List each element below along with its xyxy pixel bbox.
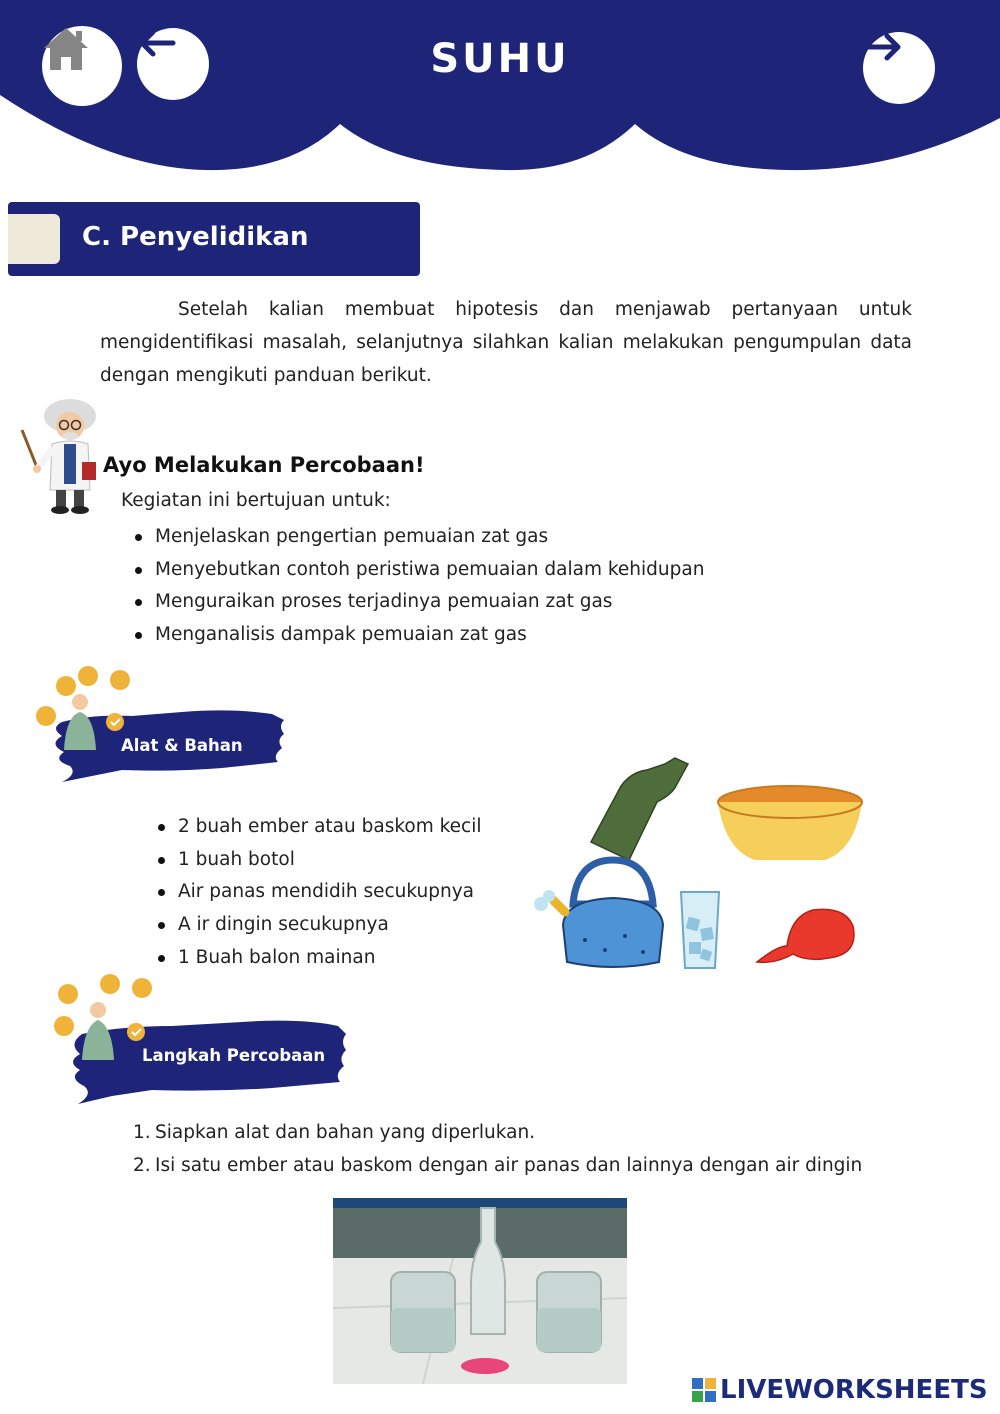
step-number: 2. bbox=[133, 1154, 151, 1176]
next-button[interactable] bbox=[863, 32, 935, 104]
list-item: Menguraikan proses terjadinya pemuaian zat gas bbox=[132, 586, 704, 619]
materials-list bbox=[155, 811, 482, 975]
balloon-icon bbox=[757, 909, 854, 962]
section-header bbox=[8, 202, 420, 276]
step-number: 1. bbox=[133, 1122, 151, 1143]
header bbox=[0, 0, 1000, 180]
steps-badge-label: Langkah Percobaan bbox=[142, 1046, 326, 1065]
home-button[interactable] bbox=[42, 26, 122, 106]
professor-illustration bbox=[18, 398, 100, 516]
steps-badge bbox=[42, 970, 352, 1110]
arrow-right-icon bbox=[863, 32, 903, 62]
section-tab-accent bbox=[8, 214, 60, 264]
materials-illustration bbox=[525, 750, 870, 975]
brush-stroke-bg bbox=[22, 664, 292, 788]
step-text: Siapkan alat dan bahan yang diperlukan. bbox=[155, 1122, 536, 1143]
liveworksheets-logo-icon bbox=[692, 1378, 716, 1402]
liveworksheets-brand bbox=[692, 1375, 988, 1405]
activity-intro: Kegiatan ini bertujuan untuk: bbox=[121, 490, 391, 511]
list-item: Menganalisis dampak pemuaian zat gas bbox=[132, 619, 704, 652]
list-item: Menjelaskan pengertian pemuaian zat gas bbox=[132, 521, 704, 554]
steps-list bbox=[133, 1117, 862, 1182]
list-item: Air panas mendidih secukupnya bbox=[155, 876, 482, 909]
activity-heading: Ayo Melakukan Percobaan! bbox=[103, 453, 425, 477]
arrow-left-icon bbox=[137, 28, 177, 58]
list-item bbox=[133, 1150, 862, 1183]
materials-badge-label: Alat & Bahan bbox=[121, 736, 243, 755]
glass-of-ice-icon bbox=[681, 892, 719, 968]
experiment-photo bbox=[333, 1198, 627, 1384]
list-item bbox=[133, 1117, 862, 1150]
list-item: Menyebutkan contoh peristiwa pemuaian dalam kehidupan bbox=[132, 554, 704, 587]
back-button[interactable] bbox=[137, 28, 209, 100]
goals-list bbox=[132, 521, 704, 652]
home-icon bbox=[42, 26, 90, 72]
page-title: SUHU bbox=[430, 36, 570, 82]
photo-illustration bbox=[333, 1198, 627, 1384]
brush-stroke-bg bbox=[42, 970, 352, 1110]
list-item: A ir dingin secukupnya bbox=[155, 909, 482, 942]
basin-icon bbox=[718, 786, 862, 860]
kettle-icon bbox=[534, 860, 663, 967]
bottle-icon bbox=[591, 758, 688, 860]
list-item: 1 buah botol bbox=[155, 844, 482, 877]
section-title: C. Penyelidikan bbox=[82, 222, 309, 252]
list-item: 1 Buah balon mainan bbox=[155, 942, 482, 975]
intro-paragraph: Setelah kalian membuat hipotesis dan menjawab pertanyaan untuk mengidentifikasi masalah, selanjutnya silahkan kalian melakukan pengumpulan data dengan mengikuti panduan berikut. bbox=[100, 299, 912, 386]
list-item: 2 buah ember atau baskom kecil bbox=[155, 811, 482, 844]
materials-badge bbox=[22, 664, 292, 788]
step-text: Isi satu ember atau baskom dengan air panas dan lainnya dengan air dingin bbox=[155, 1154, 863, 1176]
brand-name: LIVEWORKSHEETS bbox=[720, 1375, 988, 1405]
